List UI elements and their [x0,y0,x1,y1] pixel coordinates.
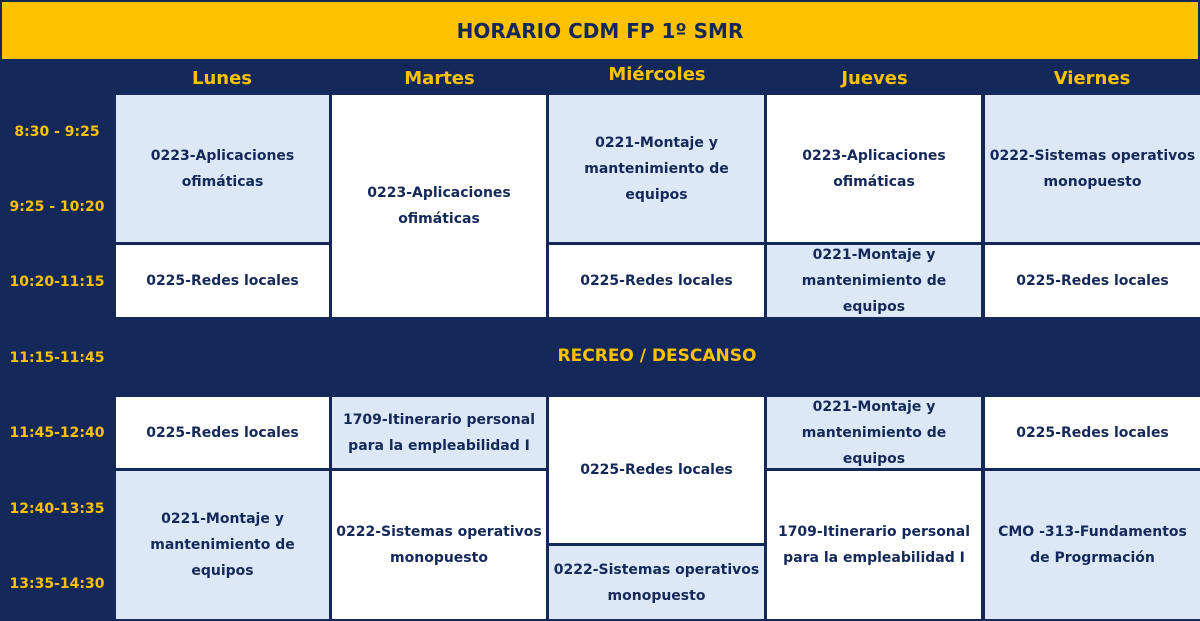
class-jueves-3 [767,397,981,468]
class-label: 0225-Redes locales [1016,273,1169,289]
class-label: 0221-Montaje y mantenimiento de equipos [801,247,947,315]
class-martes-2 [332,397,546,468]
class-label: 0222-Sistemas operativos monopuesto [336,524,542,566]
class-miercoles-3 [549,397,764,543]
class-label: 0225-Redes locales [580,273,733,289]
class-label: 0223-Aplicaciones ofimáticas [150,147,295,190]
class-label: 1709-Itinerario personal para la empleabilidad I [342,411,536,454]
class-jueves-1 [767,95,981,242]
class-label: CMO -313-Fundamentos de Progrmación [998,524,1187,566]
time-slot-4: 11:15-11:45 [9,350,105,366]
time-slot-1: 8:30 - 9:25 [14,124,100,140]
time-slot-3: 10:20-11:15 [9,274,105,290]
class-lunes-2 [116,245,329,317]
class-viernes-4 [985,471,1200,619]
day-header-viernes: Viernes [1053,67,1131,89]
class-jueves-2 [767,245,981,317]
class-label: 0221-Montaje y mantenimiento de equipos [801,398,947,467]
class-miercoles-4 [549,546,764,619]
day-header-miercoles: Miércoles [608,63,706,85]
class-miercoles-2 [549,245,764,317]
class-label: 0221-Montaje y mantenimiento de equipos [150,511,295,579]
class-label: 0222-Sistemas operativos monopuesto [989,147,1196,190]
class-viernes-3 [985,397,1200,468]
class-label: 0225-Redes locales [146,273,299,289]
class-label: 0222-Sistemas operativos monopuesto [553,561,760,604]
class-lunes-1 [116,95,329,242]
class-label: 0225-Redes locales [146,424,299,441]
class-martes-1 [332,95,546,317]
class-viernes-1 [985,95,1200,242]
class-lunes-4 [116,471,329,619]
class-label: 0225-Redes locales [1016,424,1169,441]
schedule-title: HORARIO CDM FP 1º SMR [0,0,1200,61]
time-slot-5: 11:45-12:40 [9,425,105,441]
day-header-jueves: Jueves [841,67,908,89]
class-label: 0225-Redes locales [580,462,733,478]
class-jueves-4 [767,471,981,619]
class-label: 0221-Montaje y mantenimiento de equipos [584,134,729,203]
break-banner: RECREO / DESCANSO [557,346,757,366]
class-miercoles-1 [549,95,764,242]
class-lunes-3 [116,397,329,468]
time-slot-2: 9:25 - 10:20 [9,199,105,215]
class-label: 0223-Aplicaciones ofimáticas [802,147,946,190]
class-label: 0223-Aplicaciones ofimáticas [367,185,511,227]
time-slot-6: 12:40-13:35 [9,501,105,517]
class-label: 1709-Itinerario personal para la empleabilidad I [777,524,971,566]
day-header-lunes: Lunes [191,67,253,89]
class-martes-3 [332,471,546,619]
day-header-martes: Martes [404,67,475,89]
class-viernes-2 [985,245,1200,317]
time-slot-7: 13:35-14:30 [9,576,105,592]
